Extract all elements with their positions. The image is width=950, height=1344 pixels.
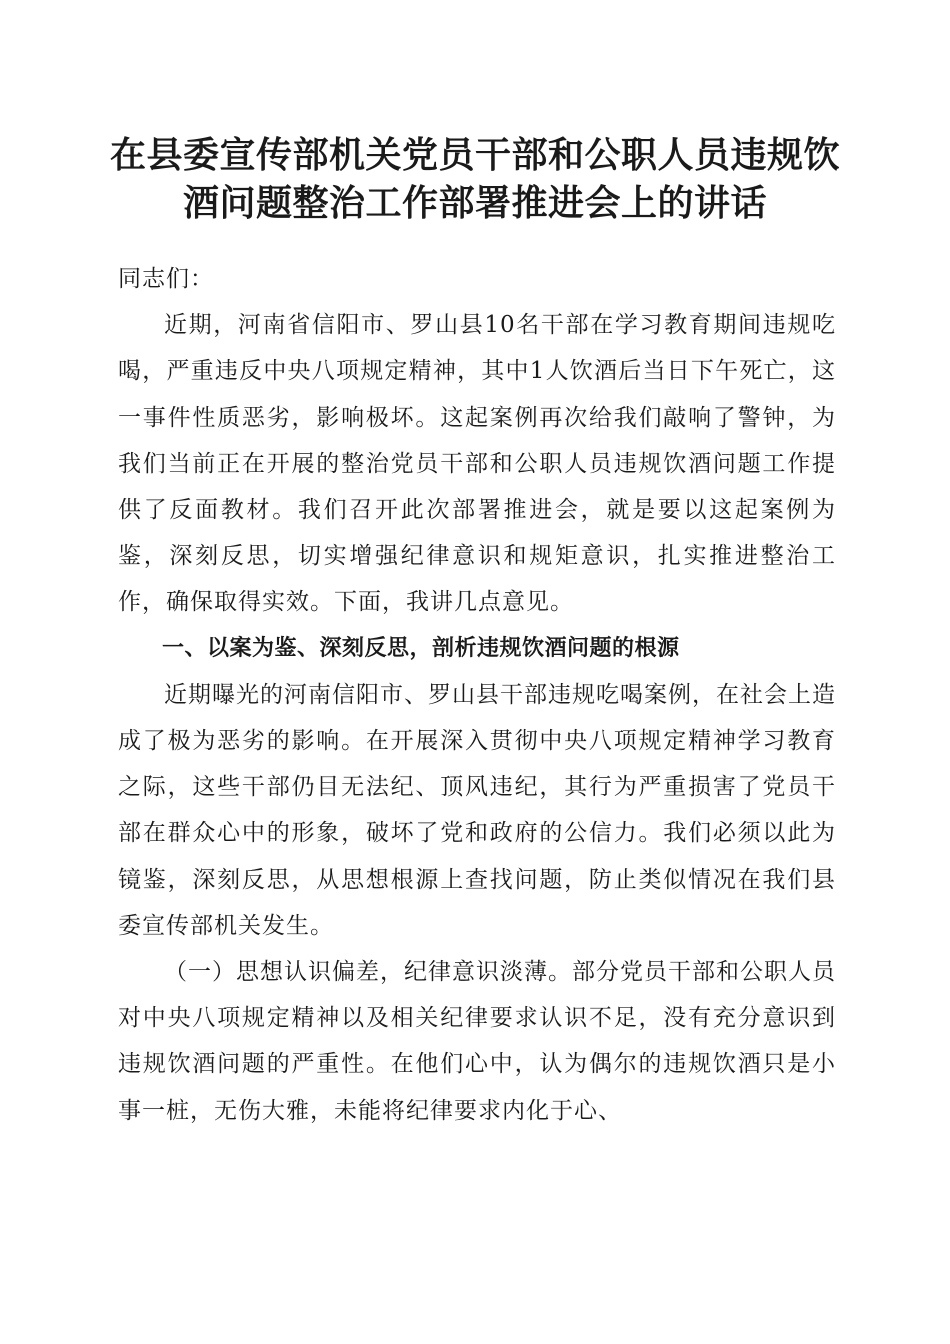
document-body xyxy=(118,256,836,1134)
title-line-2: 酒问题整治工作部署推进会上的讲话 xyxy=(182,182,767,224)
paragraph-subsection-1: （一）思想认识偏差，纪律意识淡薄。部分党员干部和公职人员对中央八项规定精神以及相关纪律要求认识不足，没有充分意识到违规饮酒问题的严重性。在他们心中，认为偶尔的违规饮酒只是小事一桩，无伤大雅，未能将纪律要求内化于心、 xyxy=(118,959,836,1124)
document-title xyxy=(110,131,840,227)
section-heading: 一、以案为鉴、深刻反思，剖析违规饮酒问题的根源 xyxy=(162,635,680,661)
paragraph-intro: 近期，河南省信阳市、罗山县10名干部在学习教育期间违规吃喝，严重违反中央八项规定精神，其中1人饮酒后当日下午死亡，这一事件性质恶劣，影响极坏。这起案例再次给我们敲响了警钟，为我们当前正在开展的整治党员干部和公职人员违规饮酒问题工作提供了反面教材。我们召开此次部署推进会，就是要以这起案例为鉴，深刻反思，切实增强纪律意识和规矩意识，扎实推进整治工作，确保取得实效。下面，我讲几点意见。 xyxy=(118,312,836,616)
salutation: 同志们： xyxy=(118,266,214,292)
title-line-1: 在县委宣传部机关党员干部和公职人员违规饮 xyxy=(110,134,841,176)
paragraph-section-1: 近期曝光的河南信阳市、罗山县干部违规吃喝案例，在社会上造成了极为恶劣的影响。在开展深入贯彻中央八项规定精神学习教育之际，这些干部仍目无法纪、顶风违纪，其行为严重损害了党员干部在群众心中的形象，破坏了党和政府的公信力。我们必须以此为镜鉴，深刻反思，从思想根源上查找问题，防止类似情况在我们县委宣传部机关发生。 xyxy=(118,681,836,939)
